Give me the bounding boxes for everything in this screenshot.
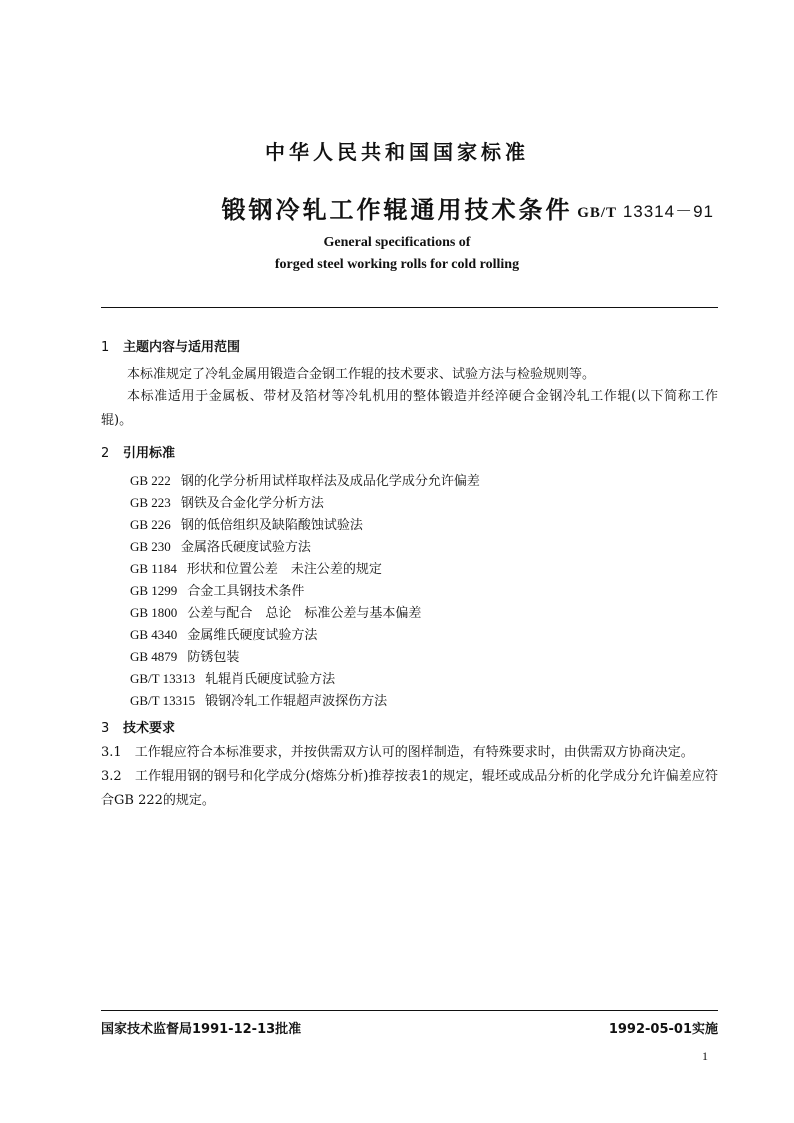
reference-code: GB 4340 <box>130 627 178 642</box>
standard-code: 13314－91 <box>622 202 714 221</box>
implementation-date: 1992-05-01实施 <box>608 1022 718 1037</box>
section3-number: 3 <box>101 721 110 736</box>
english-title-line2: forged steel working rolls for cold rolling <box>274 257 520 272</box>
section2-heading <box>101 442 175 461</box>
reference-code: GB 4879 <box>130 649 178 664</box>
page-number: 1 <box>702 1049 708 1063</box>
document-title: 锻钢冷轧工作辊通用技术条件 <box>221 196 573 224</box>
organization-title: 中华人民共和国国家标准 <box>265 140 529 164</box>
section2-title: 引用标准 <box>123 446 176 461</box>
section1-para1: 本标准规定了冷轧金属用锻造合金钢工作辊的技术要求、试验方法与检验规则等。 <box>127 367 596 382</box>
clause-3-1 <box>101 741 718 765</box>
reference-item <box>130 470 480 492</box>
reference-item <box>130 668 480 690</box>
standard-number <box>577 197 714 222</box>
reference-code: GB 226 <box>130 517 171 532</box>
reference-item <box>130 558 480 580</box>
reference-title: 轧辊肖氏硬度试验方法 <box>205 672 336 687</box>
english-title-line1: General specifications of <box>323 235 471 250</box>
section1-number: 1 <box>101 340 110 355</box>
reference-item <box>130 624 480 646</box>
reference-item <box>130 536 480 558</box>
reference-item <box>130 514 480 536</box>
standard-prefix: GB/T <box>577 205 618 221</box>
clause-3-1-number: 3.1 <box>101 745 122 760</box>
reference-code: GB/T 13315 <box>130 693 196 708</box>
reference-title: 防锈包装 <box>187 650 240 665</box>
reference-title: 金属洛氏硬度试验方法 <box>180 540 311 555</box>
section3-title: 技术要求 <box>123 721 176 736</box>
reference-code: GB 1800 <box>130 605 178 620</box>
reference-item <box>130 580 480 602</box>
reference-code: GB/T 13313 <box>130 671 196 686</box>
reference-title: 公差与配合 总论 标准公差与基本偏差 <box>187 606 422 621</box>
reference-title: 钢铁及合金化学分析方法 <box>180 496 324 511</box>
section3-heading <box>101 717 175 736</box>
reference-title: 形状和位置公差 未注公差的规定 <box>186 562 382 577</box>
header-divider <box>101 307 718 308</box>
reference-code: GB 222 <box>130 473 171 488</box>
reference-code: GB 1299 <box>130 583 178 598</box>
reference-code: GB 230 <box>130 539 171 554</box>
clause-3-2-number: 3.2 <box>101 769 122 784</box>
section1-title: 主题内容与适用范围 <box>123 340 241 355</box>
footer-divider <box>101 1010 718 1011</box>
reference-code: GB 223 <box>130 495 171 510</box>
section2-number: 2 <box>101 446 110 461</box>
reference-item <box>130 492 480 514</box>
reference-title: 钢的低倍组织及缺陷酸蚀试验法 <box>180 518 363 533</box>
reference-title: 金属维氏硬度试验方法 <box>187 628 318 643</box>
clause-3-2-text: 工作辊用钢的钢号和化学成分(熔炼分析)推荐按表1的规定，辊坯或成品分析的化学成分允许偏差应符合GB 222的规定。 <box>101 769 718 808</box>
reference-list <box>130 470 480 712</box>
clause-3-2 <box>101 765 718 813</box>
reference-item <box>130 602 480 624</box>
reference-code: GB 1184 <box>130 561 177 576</box>
reference-title: 合金工具钢技术条件 <box>187 584 305 599</box>
section1-para2: 本标准适用于金属板、带材及箔材等冷轧机用的整体锻造并经淬硬合金钢冷轧工作辊(以下简称工作辊)。 <box>101 389 718 428</box>
reference-item <box>130 646 480 668</box>
reference-title: 锻钢冷轧工作辊超声波探伤方法 <box>205 694 388 709</box>
clause-3-1-text: 工作辊应符合本标准要求，并按供需双方认可的图样制造，有特殊要求时，由供需双方协商决定。 <box>134 745 694 760</box>
reference-item <box>130 690 480 712</box>
section1-heading <box>101 336 240 355</box>
reference-title: 钢的化学分析用试样取样法及成品化学成分允许偏差 <box>180 474 480 489</box>
approval-line: 国家技术监督局1991-12-13批准 <box>101 1022 302 1037</box>
